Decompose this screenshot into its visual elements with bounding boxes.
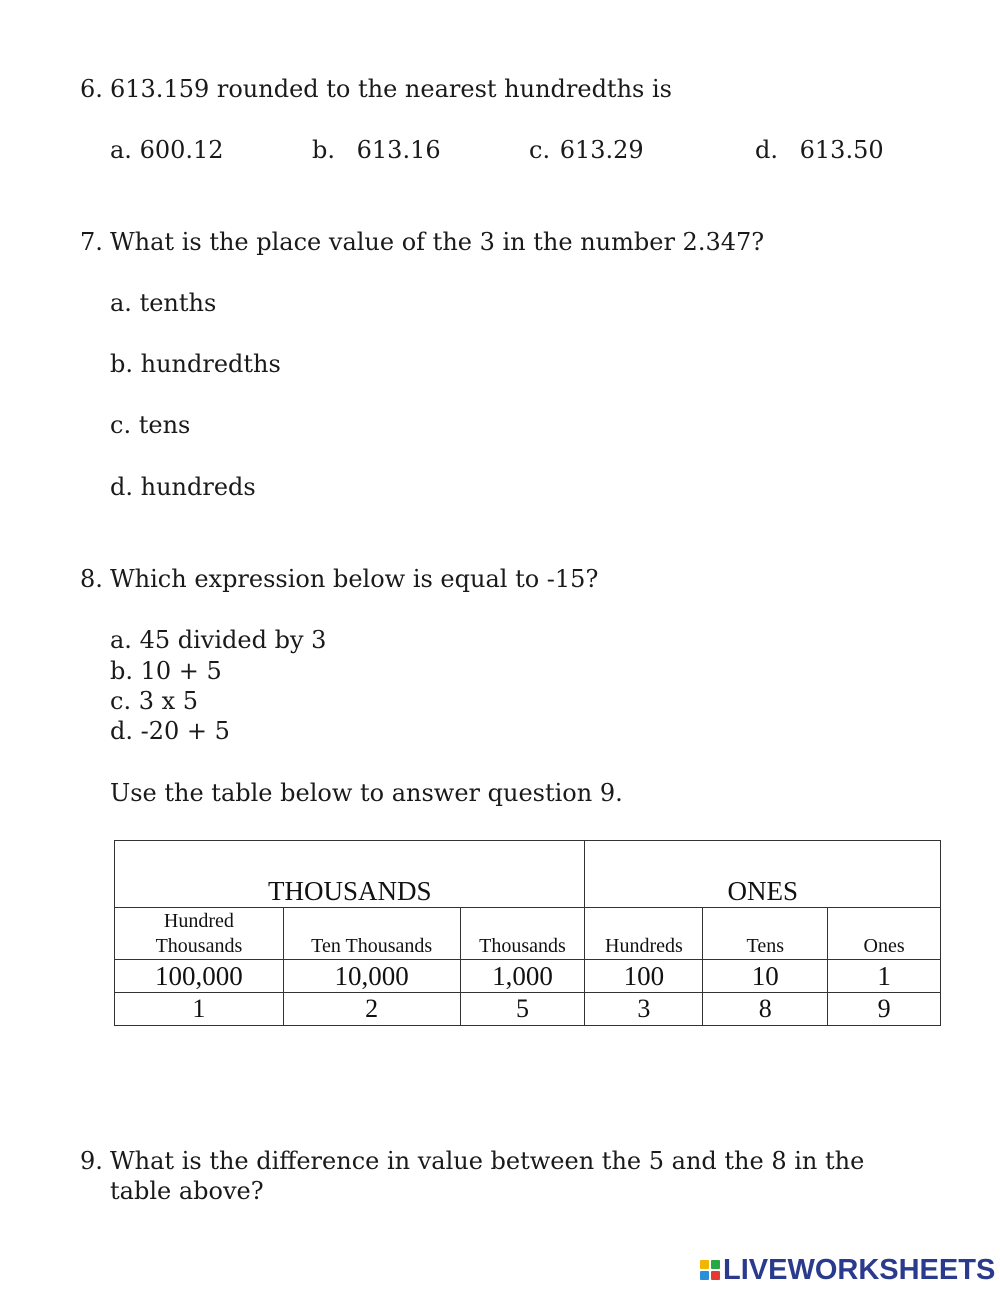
table-instruction: Use the table below to answer question 9. — [110, 779, 623, 807]
place-value-table — [114, 840, 941, 1026]
q6-option-a[interactable] — [110, 135, 224, 165]
question-text: 613.159 rounded to the nearest hundredths is — [110, 75, 672, 103]
q8-option-c[interactable] — [110, 686, 198, 716]
header-line: Thousands — [155, 935, 243, 957]
option-text: hundreds — [140, 473, 256, 501]
group-ones: ONES — [585, 841, 941, 908]
option-text: 613.29 — [559, 136, 644, 164]
option-letter: c. — [110, 411, 132, 439]
header-hundreds: Hundreds — [585, 908, 703, 960]
digit-cell: 1 — [115, 993, 284, 1026]
option-letter: d. — [110, 717, 133, 745]
option-letter: c. — [529, 136, 551, 164]
option-text: 45 divided by 3 — [139, 626, 327, 654]
option-letter: a. — [110, 289, 132, 317]
digit-cell: 9 — [828, 993, 941, 1026]
value-cell: 100 — [585, 960, 703, 993]
q7-option-c[interactable] — [110, 410, 190, 440]
liveworksheets-logo[interactable] — [700, 1254, 995, 1286]
q7-option-b[interactable] — [110, 349, 281, 379]
option-text: 613.16 — [356, 136, 441, 164]
q8-option-d[interactable] — [110, 716, 230, 746]
question-text: What is the difference in value between the 5 and the 8 in the — [110, 1147, 865, 1175]
option-text: -20 + 5 — [140, 717, 230, 745]
header-ten-thousands: Ten Thousands — [283, 908, 460, 960]
value-cell: 10,000 — [283, 960, 460, 993]
digit-cell: 2 — [283, 993, 460, 1026]
logo-icon — [700, 1260, 720, 1280]
option-text: 613.50 — [799, 136, 884, 164]
option-text: tenths — [139, 289, 217, 317]
place-value-row — [115, 960, 941, 993]
digit-cell: 3 — [585, 993, 703, 1026]
digit-row — [115, 993, 941, 1026]
group-thousands: THOUSANDS — [115, 841, 585, 908]
option-letter: a. — [110, 136, 132, 164]
q7-option-a[interactable] — [110, 288, 216, 318]
option-letter: b. — [312, 136, 335, 164]
value-cell: 100,000 — [115, 960, 284, 993]
value-cell: 1,000 — [460, 960, 585, 993]
question-text: What is the place value of the 3 in the number 2.347? — [110, 228, 765, 256]
logo-square — [711, 1260, 720, 1269]
option-letter: d. — [755, 136, 778, 164]
header-thousands: Thousands — [460, 908, 585, 960]
question-number: 8. — [80, 565, 103, 593]
option-letter: b. — [110, 350, 133, 378]
group-header-row — [115, 841, 941, 908]
header-line: Hundred — [163, 910, 234, 932]
digit-cell: 5 — [460, 993, 585, 1026]
question-number: 7. — [80, 228, 103, 256]
option-letter: a. — [110, 626, 132, 654]
option-letter: c. — [110, 687, 132, 715]
value-cell: 1 — [828, 960, 941, 993]
option-letter: d. — [110, 473, 133, 501]
column-header-row — [115, 908, 941, 960]
logo-text: LIVEWORKSHEETS — [723, 1253, 996, 1286]
q8-option-b[interactable] — [110, 656, 222, 686]
option-text: tens — [138, 411, 191, 439]
q8-option-a[interactable] — [110, 625, 326, 655]
question-number: 6. — [80, 75, 103, 103]
header-ones: Ones — [828, 908, 941, 960]
option-text: hundredths — [140, 350, 281, 378]
option-text: 3 x 5 — [138, 687, 199, 715]
option-letter: b. — [110, 657, 133, 685]
logo-square — [700, 1260, 709, 1269]
header-hundred-thousands — [115, 908, 284, 960]
q6-option-b[interactable] — [312, 135, 441, 165]
q6-option-c[interactable] — [529, 135, 644, 165]
digit-cell: 8 — [703, 993, 828, 1026]
option-text: 10 + 5 — [140, 657, 222, 685]
logo-square — [700, 1271, 709, 1280]
option-text: 600.12 — [139, 136, 224, 164]
question-9-continuation: table above? — [110, 1177, 264, 1205]
q6-option-d[interactable] — [755, 135, 884, 165]
q7-option-d[interactable] — [110, 472, 256, 502]
question-text: Which expression below is equal to -15? — [110, 565, 599, 593]
value-cell: 10 — [703, 960, 828, 993]
logo-square — [711, 1271, 720, 1280]
header-tens: Tens — [703, 908, 828, 960]
question-number: 9. — [80, 1147, 103, 1175]
